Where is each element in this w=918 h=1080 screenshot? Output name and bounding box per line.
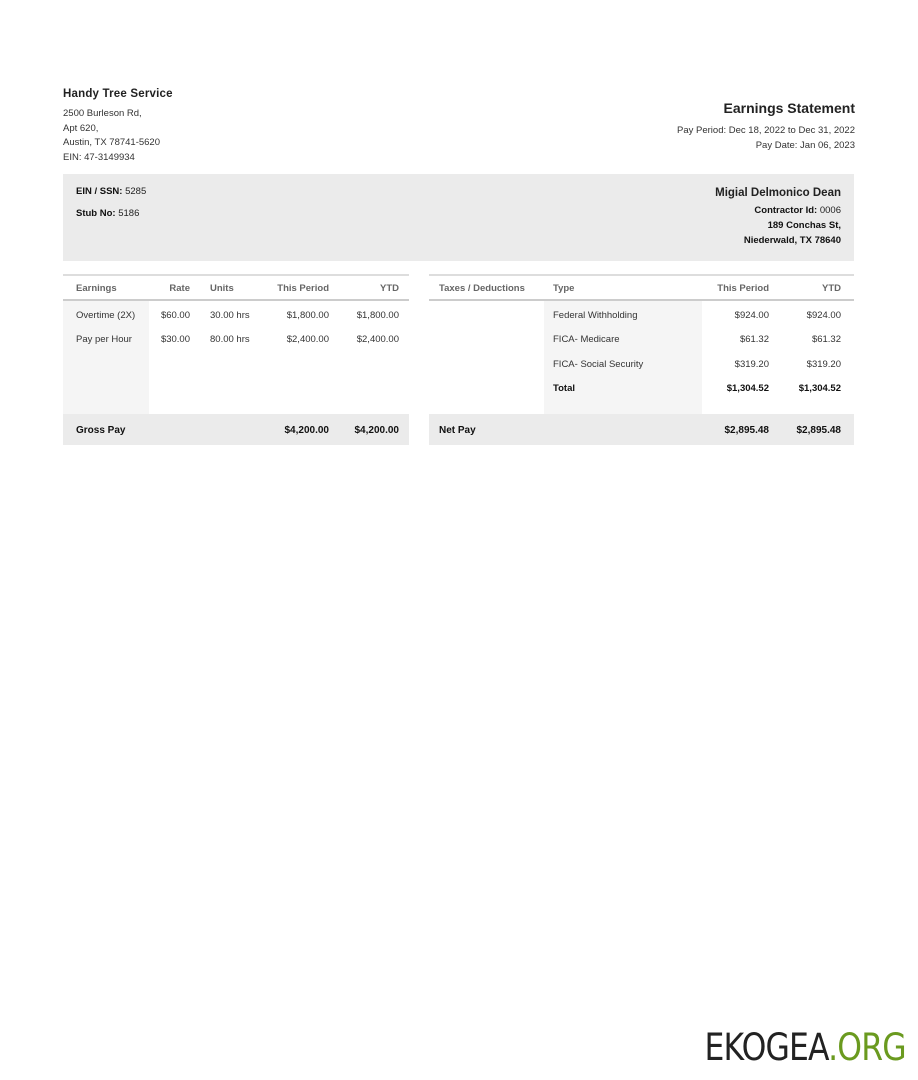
total-ytd: $1,304.52 bbox=[798, 383, 841, 394]
info-box bbox=[63, 174, 854, 261]
earning-this-period: $1,800.00 bbox=[286, 310, 329, 321]
earning-rate: $60.00 bbox=[160, 310, 190, 321]
deduction-type: FICA- Social Security bbox=[553, 359, 644, 370]
earnings-header bbox=[63, 276, 409, 301]
pay-period: Pay Period: Dec 18, 2022 to Dec 31, 2022 bbox=[677, 125, 855, 136]
earnings-table bbox=[63, 274, 409, 444]
employee-name: Migial Delmonico Dean bbox=[715, 187, 841, 199]
address-line: Austin, TX 78741-5620 bbox=[63, 137, 161, 148]
gross-pay-ytd: $4,200.00 bbox=[354, 425, 399, 436]
ein-value: 5285 bbox=[122, 186, 147, 197]
col-units: Units bbox=[210, 283, 234, 294]
deductions-header bbox=[429, 276, 854, 301]
stub-value: 5186 bbox=[115, 208, 140, 219]
col-this-period: This Period bbox=[277, 283, 329, 294]
earning-units: 30.00 hrs bbox=[210, 310, 250, 321]
deduction-ytd: $61.32 bbox=[811, 334, 841, 345]
employee-address-2: Niederwald, TX 78640 bbox=[743, 235, 841, 246]
total-label: Total bbox=[553, 383, 575, 394]
company-ein: EIN: 47-3149934 bbox=[63, 151, 135, 163]
logo-part2: .ORG bbox=[828, 1026, 906, 1069]
earning-rate: $30.00 bbox=[160, 334, 190, 345]
earning-ytd: $2,400.00 bbox=[356, 334, 399, 345]
stub-no bbox=[76, 208, 139, 219]
col-this-period: This Period bbox=[717, 283, 769, 294]
address-line: 2500 Burleson Rd, bbox=[63, 108, 142, 119]
employee-info bbox=[715, 186, 841, 248]
col-type: Type bbox=[553, 283, 575, 294]
gross-pay-row bbox=[63, 414, 409, 445]
col-earnings: Earnings bbox=[76, 283, 117, 294]
stub-label: Stub No: bbox=[76, 208, 116, 219]
col-ytd: YTD bbox=[380, 283, 399, 294]
logo-part1: EKOGEA bbox=[704, 1026, 829, 1069]
address-line: Apt 620, bbox=[63, 122, 99, 134]
company-name: Handy Tree Service bbox=[63, 88, 173, 100]
col-rate: Rate bbox=[169, 283, 190, 294]
total-this-period: $1,304.52 bbox=[726, 383, 769, 394]
deduction-this-period: $319.20 bbox=[734, 359, 769, 370]
deduction-ytd: $924.00 bbox=[806, 310, 841, 321]
ein-label: EIN / SSN: bbox=[76, 186, 123, 197]
earning-name: Pay per Hour bbox=[76, 334, 132, 345]
deduction-type: FICA- Medicare bbox=[553, 334, 620, 345]
col-ytd: YTD bbox=[822, 283, 841, 294]
earning-this-period: $2,400.00 bbox=[286, 334, 329, 345]
gross-pay-label: Gross Pay bbox=[76, 425, 126, 436]
net-pay-this-period: $2,895.48 bbox=[724, 425, 769, 436]
employee-address-1: 189 Conchas St, bbox=[767, 220, 841, 231]
pay-date: Pay Date: Jan 06, 2023 bbox=[755, 140, 855, 151]
net-pay-ytd: $2,895.48 bbox=[796, 425, 841, 436]
col-taxes: Taxes / Deductions bbox=[439, 283, 525, 294]
deduction-ytd: $319.20 bbox=[806, 359, 841, 370]
contractor-id bbox=[715, 203, 841, 218]
contractor-id-value: 0006 bbox=[817, 205, 841, 216]
earning-ytd: $1,800.00 bbox=[356, 310, 399, 321]
earning-name: Overtime (2X) bbox=[76, 310, 136, 321]
gross-pay-this-period: $4,200.00 bbox=[284, 425, 329, 436]
net-pay-label: Net Pay bbox=[439, 425, 476, 436]
watermark-logo bbox=[705, 1026, 906, 1069]
statement-title: Earnings Statement bbox=[723, 100, 855, 116]
deduction-this-period: $924.00 bbox=[734, 310, 769, 321]
deductions-table bbox=[429, 274, 854, 444]
deduction-this-period: $61.32 bbox=[739, 334, 769, 345]
pay-dates bbox=[677, 123, 855, 153]
net-pay-row bbox=[429, 414, 854, 445]
ein-ssn bbox=[76, 186, 146, 197]
deduction-type: Federal Withholding bbox=[553, 310, 638, 321]
earning-units: 80.00 hrs bbox=[210, 334, 250, 345]
contractor-id-label: Contractor Id: bbox=[754, 205, 818, 216]
company-address bbox=[63, 107, 160, 165]
